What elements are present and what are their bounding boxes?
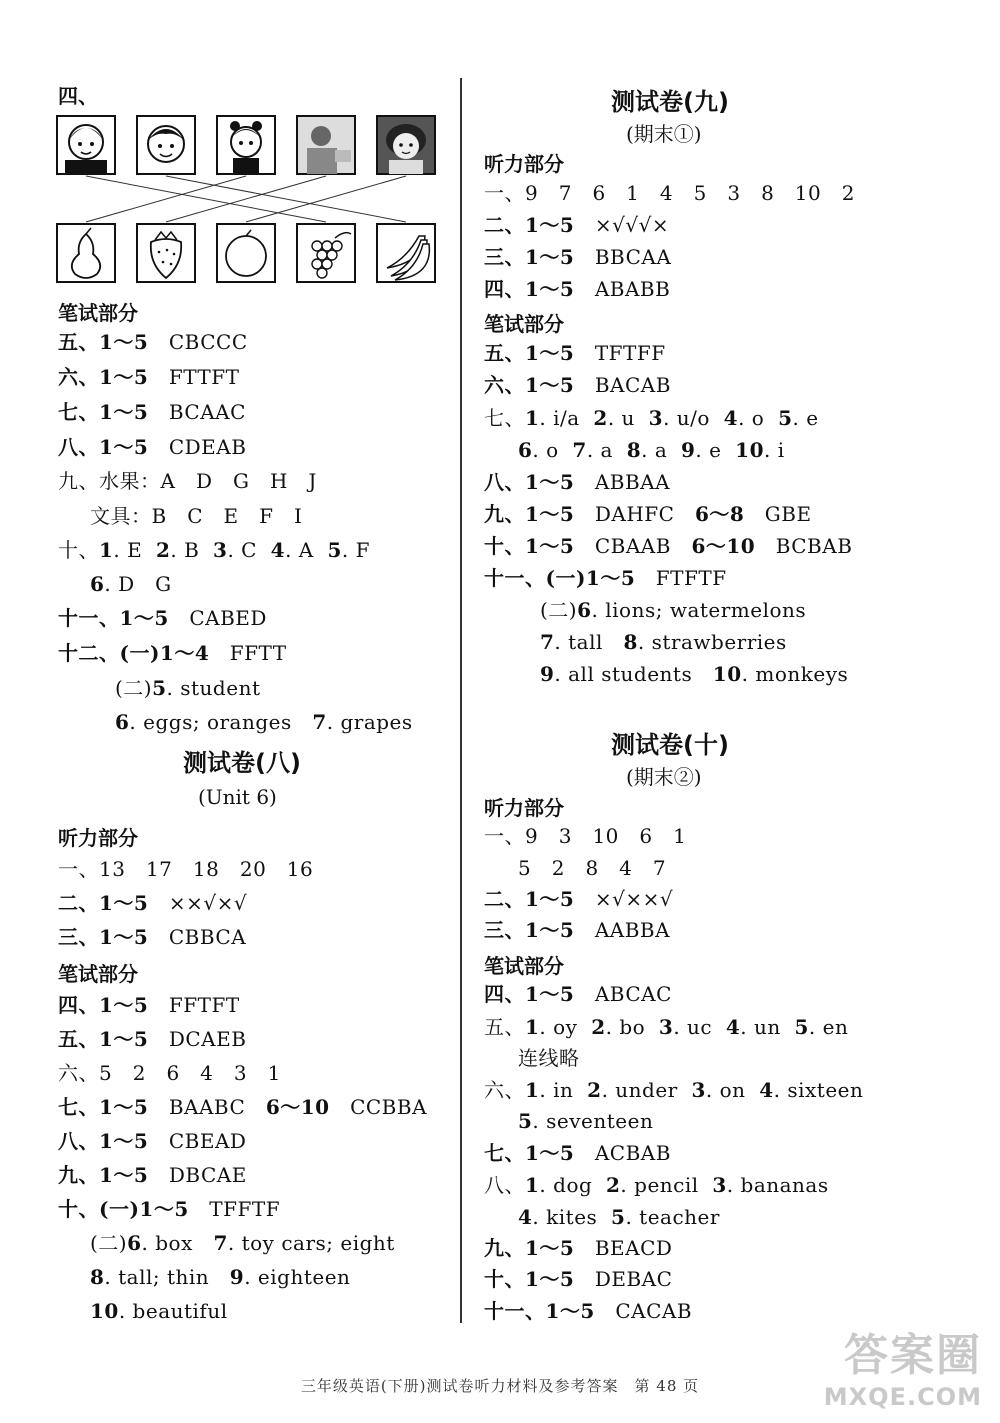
answer-line: 八、1～5 ABBAA [484, 470, 671, 494]
answer-line: 三、1～5 BBCAA [484, 245, 672, 269]
answer-line: 二、1～5 ××√×√ [58, 891, 248, 915]
answer-line: 五、1～5 DCAEB [58, 1027, 247, 1051]
grapes-icon [297, 224, 355, 282]
strawberry-icon [137, 224, 195, 282]
answer-line: 7. tall 8. strawberries [540, 630, 787, 654]
answer-line: (二)6. box 7. toy cars; eight [90, 1231, 395, 1255]
answer-value: CDEAB [168, 435, 247, 459]
answer-line: 连线略 [518, 1046, 580, 1070]
section-4-label: 四、 [58, 84, 98, 108]
answer-value: CBCCC [168, 330, 248, 354]
answer-number: 六、1～5 [58, 365, 149, 389]
answer-value: FTTFT [168, 365, 240, 389]
test-9-title: 测试卷(九) [611, 88, 729, 116]
answer-line: 十一、1～5 CABED [58, 606, 267, 630]
answer-line: 五、1. oy 2. bo 3. uc 4. un 5. en [484, 1015, 849, 1039]
test-9-subtitle: (期末①) [626, 122, 702, 146]
answer-line: 九、1～5 DBCAE [58, 1163, 247, 1187]
answer-line [58, 329, 248, 355]
answer-line: 十、(一)1～5 TFFTF [58, 1197, 281, 1221]
girl-face-3 [377, 116, 435, 174]
answer-line: 6. o 7. a 8. a 9. e 10. i [518, 438, 785, 462]
answer-line: 二、1～5 ×√√√× [484, 213, 670, 237]
section-heading-listening: 听力部分 [484, 796, 564, 820]
answer-line: 十、1～5 CBAAB 6～10 BCBAB [484, 534, 853, 558]
answer-line: 四、1～5 FFTFT [58, 993, 240, 1017]
section-heading-written: 笔试部分 [58, 962, 138, 986]
answer-line: (二)5. student [115, 676, 261, 700]
answer-number: 七、1～5 [58, 400, 149, 424]
answer-line: 十、1～5 DEBAC [484, 1267, 673, 1291]
answer-line: 9. all students 10. monkeys [540, 662, 849, 686]
answer-line: 三、1～5 AABBA [484, 918, 671, 942]
test-8-title: 测试卷(八) [183, 749, 301, 777]
watermark-url: MXQE.COM [823, 1383, 982, 1411]
answer-line: 二、1～5 ×√××√ [484, 887, 674, 911]
test-8-subtitle: (Unit 6) [198, 785, 277, 809]
answer-line [58, 364, 240, 390]
answer-line: 六、1～5 BACAB [484, 373, 671, 397]
section-heading-listening: 听力部分 [58, 826, 138, 850]
answer-line: 六、5 2 6 4 3 1 [58, 1061, 281, 1085]
answer-line: 8. tall; thin 9. eighteen [90, 1265, 351, 1289]
answer-line: 四、1～5 ABABB [484, 277, 671, 301]
answer-line: 三、1～5 CBBCA [58, 925, 247, 949]
answer-line: 一、13 17 18 20 16 [58, 857, 314, 881]
answer-value: BCAAC [168, 400, 246, 424]
answer-line: (二)6. lions; watermelons [540, 598, 807, 622]
answer-line: 一、9 3 10 6 1 [484, 824, 687, 848]
answer-line: 七、1～5 BAABC 6～10 CCBBA [58, 1095, 428, 1119]
answer-line: 八、1～5 CBEAD [58, 1129, 247, 1153]
pear-icon [57, 224, 115, 282]
man-photo [297, 116, 355, 174]
answer-line: 七、1～5 ACBAB [484, 1141, 671, 1165]
answer-line: 十二、(一)1～4 FFTT [58, 641, 287, 665]
section-heading-listening: 听力部分 [484, 152, 564, 176]
answer-line: 六、1. in 2. under 3. on 4. sixteen [484, 1078, 864, 1102]
test-10-title: 测试卷(十) [611, 731, 729, 759]
answer-line: 十一、1～5 CACAB [484, 1299, 693, 1323]
orange-icon [217, 224, 275, 282]
answer-line: 十、1. E 2. B 3. C 4. A 5. F [58, 538, 370, 562]
answer-line: 四、1～5 ABCAC [484, 982, 672, 1006]
answer-line: 九、水果：A D G H J [58, 469, 317, 493]
test-10-subtitle: (期末②) [626, 765, 702, 789]
answer-line: 10. beautiful [90, 1299, 228, 1323]
section-heading-written: 笔试部分 [484, 954, 564, 978]
column-divider [460, 78, 462, 1323]
banana-icon [377, 224, 435, 282]
answer-line: 七、1. i/a 2. u 3. u/o 4. o 5. e [484, 406, 819, 430]
matching-exercise [55, 112, 445, 292]
answer-line: 一、9 7 6 1 4 5 3 8 10 2 [484, 181, 855, 205]
answer-line [58, 399, 246, 425]
answer-line: 八、1. dog 2. pencil 3. bananas [484, 1173, 829, 1197]
girl-face-1 [57, 116, 115, 174]
section-heading-written: 笔试部分 [58, 301, 138, 325]
boy-face-1 [137, 116, 195, 174]
answer-line: 5. seventeen [518, 1109, 654, 1133]
answer-line: 6. eggs; oranges 7. grapes [115, 710, 413, 734]
answer-line: 文具：B C E F I [90, 504, 303, 528]
answer-line: 九、1～5 DAHFC 6～8 GBE [484, 502, 812, 526]
answer-line: 九、1～5 BEACD [484, 1236, 673, 1260]
page-footer: 三年级英语(下册)测试卷听力材料及参考答案 第 48 页 [300, 1377, 700, 1395]
watermark-text: 答案圈 [844, 1330, 982, 1381]
watermark-logo [824, 1319, 982, 1411]
answer-line [58, 434, 246, 460]
answer-number: 八、1～5 [58, 435, 149, 459]
answer-line: 五、1～5 TFTFF [484, 341, 666, 365]
girl-face-2 [217, 116, 275, 174]
matching-lines [86, 176, 406, 222]
answer-number: 五、1～5 [58, 330, 149, 354]
answer-line: 5 2 8 4 7 [518, 856, 667, 880]
section-heading-written: 笔试部分 [484, 312, 564, 336]
answer-line: 十一、(一)1～5 FTFTF [484, 566, 727, 590]
answer-line: 6. D G [90, 572, 172, 596]
answer-line: 4. kites 5. teacher [518, 1205, 720, 1229]
